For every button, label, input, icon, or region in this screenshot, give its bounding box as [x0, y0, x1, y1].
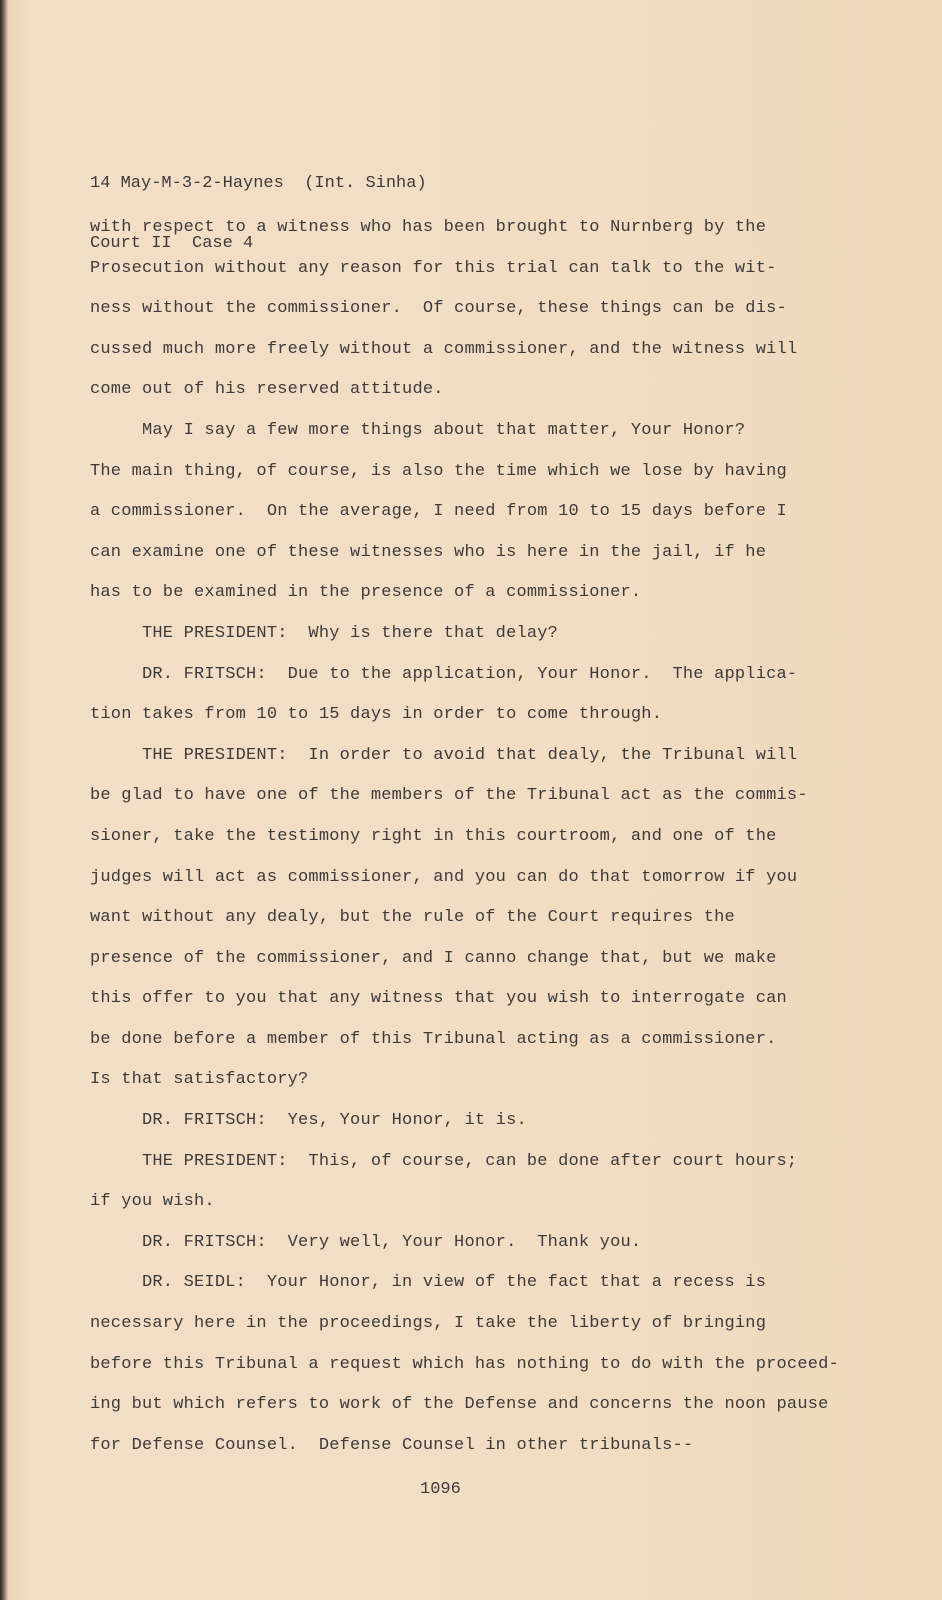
header-session-line: 14 May-M-3-2-Haynes (Int. Sinha) [90, 174, 427, 193]
transcript-line: be done before a member of this Tribunal acting as a commissioner. [90, 1029, 777, 1049]
transcript-line: May I say a few more things about that matter, Your Honor? [90, 420, 746, 440]
page-edge [0, 0, 8, 1600]
transcript-line: THE PRESIDENT: In order to avoid that dealy, the Tribunal will [90, 745, 798, 765]
transcript-line: for Defense Counsel. Defense Counsel in other tribunals-- [90, 1435, 694, 1455]
transcript-line: presence of the commissioner, and I canno change that, but we make [90, 948, 777, 968]
transcript-line: come out of his reserved attitude. [90, 380, 444, 400]
transcript-line: can examine one of these witnesses who is here in the jail, if he [90, 542, 767, 562]
transcript-line: DR. FRITSCH: Due to the application, Your Honor. The applica- [90, 664, 798, 684]
transcript-line: THE PRESIDENT: This, of course, can be done after court hours; [90, 1151, 798, 1171]
transcript-line: ing but which refers to work of the Defense and concerns the noon pause [90, 1395, 829, 1415]
transcript-line: be glad to have one of the members of the Tribunal act as the commis- [90, 786, 808, 806]
transcript-body [90, 208, 839, 1466]
transcript-line: this offer to you that any witness that you wish to interrogate can [90, 989, 787, 1009]
transcript-line: ness without the commissioner. Of course, these things can be dis- [90, 299, 787, 319]
transcript-line: want without any dealy, but the rule of the Court requires the [90, 908, 735, 928]
transcript-line: DR. FRITSCH: Yes, Your Honor, it is. [90, 1111, 527, 1131]
transcript-line: Is that satisfactory? [90, 1070, 309, 1090]
transcript-line: Prosecution without any reason for this trial can talk to the wit- [90, 258, 777, 278]
header-court-line: Court II Case 4 [90, 234, 254, 253]
transcript-line: judges will act as commissioner, and you can do that tomorrow if you [90, 867, 798, 887]
transcript-line: before this Tribunal a request which has nothing to do with the proceed- [90, 1354, 839, 1374]
transcript-line: has to be examined in the presence of a commissioner. [90, 583, 642, 603]
transcript-line: cussed much more freely without a commissioner, and the witness will [90, 339, 798, 359]
transcript-line: if you wish. [90, 1192, 215, 1212]
transcript-line: a commissioner. On the average, I need from 10 to 15 days before I [90, 502, 787, 522]
page-number: 1096 [420, 1480, 461, 1499]
transcript-line: The main thing, of course, is also the time which we lose by having [90, 461, 787, 481]
transcript-line: THE PRESIDENT: Why is there that delay? [90, 623, 559, 643]
transcript-line: sioner, take the testimony right in this courtroom, and one of the [90, 826, 777, 846]
transcript-line: with respect to a witness who has been brought to Nurnberg by the [90, 218, 767, 237]
transcript-line: DR. FRITSCH: Very well, Your Honor. Thank you. [90, 1232, 642, 1252]
transcript-line: DR. SEIDL: Your Honor, in view of the fact that a recess is [90, 1273, 767, 1293]
transcript-line: necessary here in the proceedings, I take the liberty of bringing [90, 1314, 767, 1334]
transcript-line: tion takes from 10 to 15 days in order to come through. [90, 705, 663, 725]
